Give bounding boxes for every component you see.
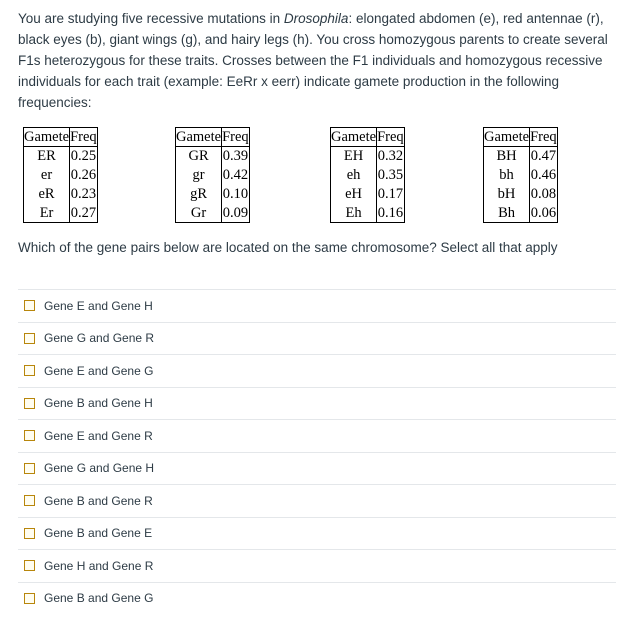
checkbox[interactable] bbox=[24, 430, 35, 441]
freq-cell: 0.17 bbox=[377, 186, 404, 202]
gamete-cell: GR bbox=[176, 147, 222, 166]
option-gene-b-r[interactable] bbox=[18, 484, 616, 517]
answer-options bbox=[18, 289, 616, 614]
freq-cell: 0.26 bbox=[70, 167, 97, 183]
gamete-cell: Er bbox=[24, 204, 70, 223]
option-label: Gene B and Gene R bbox=[44, 493, 153, 508]
gamete-cell: bh bbox=[484, 166, 530, 185]
freq-cell: 0.06 bbox=[530, 204, 557, 221]
gamete-cell: er bbox=[24, 166, 70, 185]
checkbox[interactable] bbox=[24, 365, 35, 376]
freq-cell: 0.09 bbox=[222, 204, 249, 221]
species-name: Drosophila bbox=[283, 11, 349, 26]
freq-cell: 0.42 bbox=[222, 167, 249, 183]
option-gene-b-h[interactable] bbox=[18, 387, 616, 420]
gamete-table-er bbox=[23, 127, 98, 223]
checkbox[interactable] bbox=[24, 300, 35, 311]
freq-cell: 0.16 bbox=[377, 204, 404, 221]
gamete-table-bh bbox=[483, 127, 558, 223]
question-intro bbox=[18, 8, 618, 113]
gamete-cell: bH bbox=[484, 185, 530, 204]
gamete-cell: eH bbox=[331, 185, 377, 204]
checkbox[interactable] bbox=[24, 333, 35, 344]
header-gamete: Gamete bbox=[176, 129, 222, 145]
option-label: Gene B and Gene H bbox=[44, 396, 153, 411]
freq-cell: 0.10 bbox=[222, 186, 249, 202]
gamete-cell: EH bbox=[331, 147, 377, 166]
option-gene-b-g[interactable] bbox=[18, 582, 616, 615]
gamete-table-gr bbox=[175, 127, 250, 223]
freq-cell: 0.23 bbox=[70, 186, 97, 202]
gamete-cell: BH bbox=[484, 147, 530, 166]
checkbox[interactable] bbox=[24, 528, 35, 539]
option-gene-h-r[interactable] bbox=[18, 549, 616, 582]
header-gamete: Gamete bbox=[484, 129, 530, 145]
checkbox[interactable] bbox=[24, 463, 35, 474]
freq-cell: 0.47 bbox=[530, 148, 557, 165]
checkbox[interactable] bbox=[24, 593, 35, 604]
option-label: Gene H and Gene R bbox=[44, 558, 154, 573]
gamete-cell: gr bbox=[176, 166, 222, 185]
option-gene-g-r[interactable] bbox=[18, 322, 616, 355]
freq-cell: 0.08 bbox=[530, 186, 557, 202]
option-gene-b-e[interactable] bbox=[18, 517, 616, 550]
gamete-cell: Eh bbox=[331, 204, 377, 223]
intro-text-1: You are studying five recessive mutations in bbox=[18, 11, 284, 26]
option-label: Gene E and Gene R bbox=[44, 428, 153, 443]
freq-cell: 0.32 bbox=[377, 148, 404, 165]
gamete-cell: ER bbox=[24, 147, 70, 166]
freq-cell: 0.27 bbox=[70, 204, 97, 221]
option-label: Gene G and Gene R bbox=[44, 331, 155, 346]
option-label: Gene E and Gene G bbox=[44, 363, 154, 378]
gamete-cell: eh bbox=[331, 166, 377, 185]
freq-cell: 0.46 bbox=[530, 167, 557, 183]
option-gene-e-r[interactable] bbox=[18, 419, 616, 452]
intro-text-2: : elongated abdomen (e), red antennae (r), black eyes (b), giant wings (g), and hairy legs (h). You cross homozygous parents to create several F1s heterozygous for these traits. Crosses between the F1 individuals and homozygous recessive individuals for each trait (example: EeRr x eerr) indicate gamete production in the following frequencies: bbox=[18, 11, 608, 110]
freq-cell: 0.39 bbox=[222, 148, 249, 165]
checkbox[interactable] bbox=[24, 398, 35, 409]
checkbox[interactable] bbox=[24, 560, 35, 571]
checkbox[interactable] bbox=[24, 495, 35, 506]
header-freq: Freq bbox=[530, 129, 557, 145]
gamete-cell: eR bbox=[24, 185, 70, 204]
gamete-cell: Bh bbox=[484, 204, 530, 223]
option-gene-e-h[interactable] bbox=[18, 289, 616, 322]
question-prompt: Which of the gene pairs below are located on the same chromosome? Select all that apply bbox=[18, 240, 558, 255]
gamete-cell: gR bbox=[176, 185, 222, 204]
gamete-table-eh bbox=[330, 127, 405, 223]
option-gene-g-h[interactable] bbox=[18, 452, 616, 485]
freq-cell: 0.35 bbox=[377, 167, 404, 183]
option-label: Gene G and Gene H bbox=[44, 461, 155, 476]
option-label: Gene B and Gene G bbox=[44, 591, 154, 606]
header-gamete: Gamete bbox=[331, 129, 377, 145]
option-gene-e-g[interactable] bbox=[18, 354, 616, 387]
gamete-cell: Gr bbox=[176, 204, 222, 223]
header-gamete: Gamete bbox=[24, 129, 70, 145]
header-freq: Freq bbox=[222, 129, 249, 145]
freq-cell: 0.25 bbox=[70, 148, 97, 165]
header-freq: Freq bbox=[377, 129, 404, 145]
header-freq: Freq bbox=[70, 129, 97, 145]
option-label: Gene E and Gene H bbox=[44, 298, 153, 313]
option-label: Gene B and Gene E bbox=[44, 526, 153, 541]
